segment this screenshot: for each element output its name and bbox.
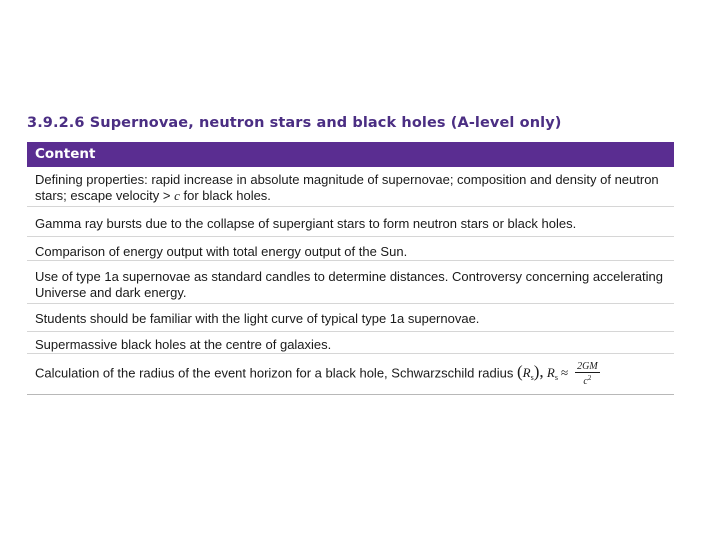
formula-symbol: R [522, 364, 531, 380]
formula-exponent: 2 [587, 374, 592, 382]
row-text: Defining properties: rapid increase in absolute magnitude of supernovae; composition and density of neutron stars; escape velocity > [35, 172, 659, 203]
formula-numerator: 2GM [577, 361, 598, 372]
row-text: Calculation of the radius of the event horizon for a black hole, Schwarzschild radius [35, 365, 517, 381]
table-row [27, 167, 674, 207]
table-row [27, 332, 674, 354]
formula-subscript: s [530, 372, 534, 382]
formula-close-paren: ), [533, 361, 544, 381]
formula-denominator-base: c [583, 376, 588, 387]
formula-open-paren: ( [516, 361, 523, 381]
formula-approx: ≈ [560, 364, 569, 380]
table-body [27, 167, 674, 395]
table-row [27, 304, 674, 332]
schwarzschild-formula [517, 361, 600, 387]
formula-symbol: R [546, 364, 555, 380]
row-text: Use of type 1a supernovae as standard candles to determine distances. Controversy concerning accelerating Universe and dark energy. [35, 269, 663, 300]
table-row [27, 207, 674, 237]
table-header: Content [27, 142, 674, 167]
content-table [27, 142, 674, 395]
table-row [27, 354, 674, 387]
row-text: Supermassive black holes at the centre of galaxies. [35, 337, 332, 352]
row-text: Students should be familiar with the light curve of typical type 1a supernovae. [35, 311, 480, 326]
row-text: for black holes. [179, 188, 271, 203]
section-title: 3.9.2.6 Supernovae, neutron stars and black holes (A-level only) [27, 115, 562, 131]
speed-of-light-symbol: c [174, 188, 180, 203]
table-row [27, 237, 674, 261]
formula-fraction [575, 361, 600, 387]
formula-denominator [575, 373, 600, 387]
formula-subscript: s [554, 372, 558, 382]
row-text: Gamma ray bursts due to the collapse of supergiant stars to form neutron stars or black holes. [35, 216, 577, 231]
row-text: Comparison of energy output with total energy output of the Sun. [35, 244, 408, 259]
table-row [27, 261, 674, 304]
